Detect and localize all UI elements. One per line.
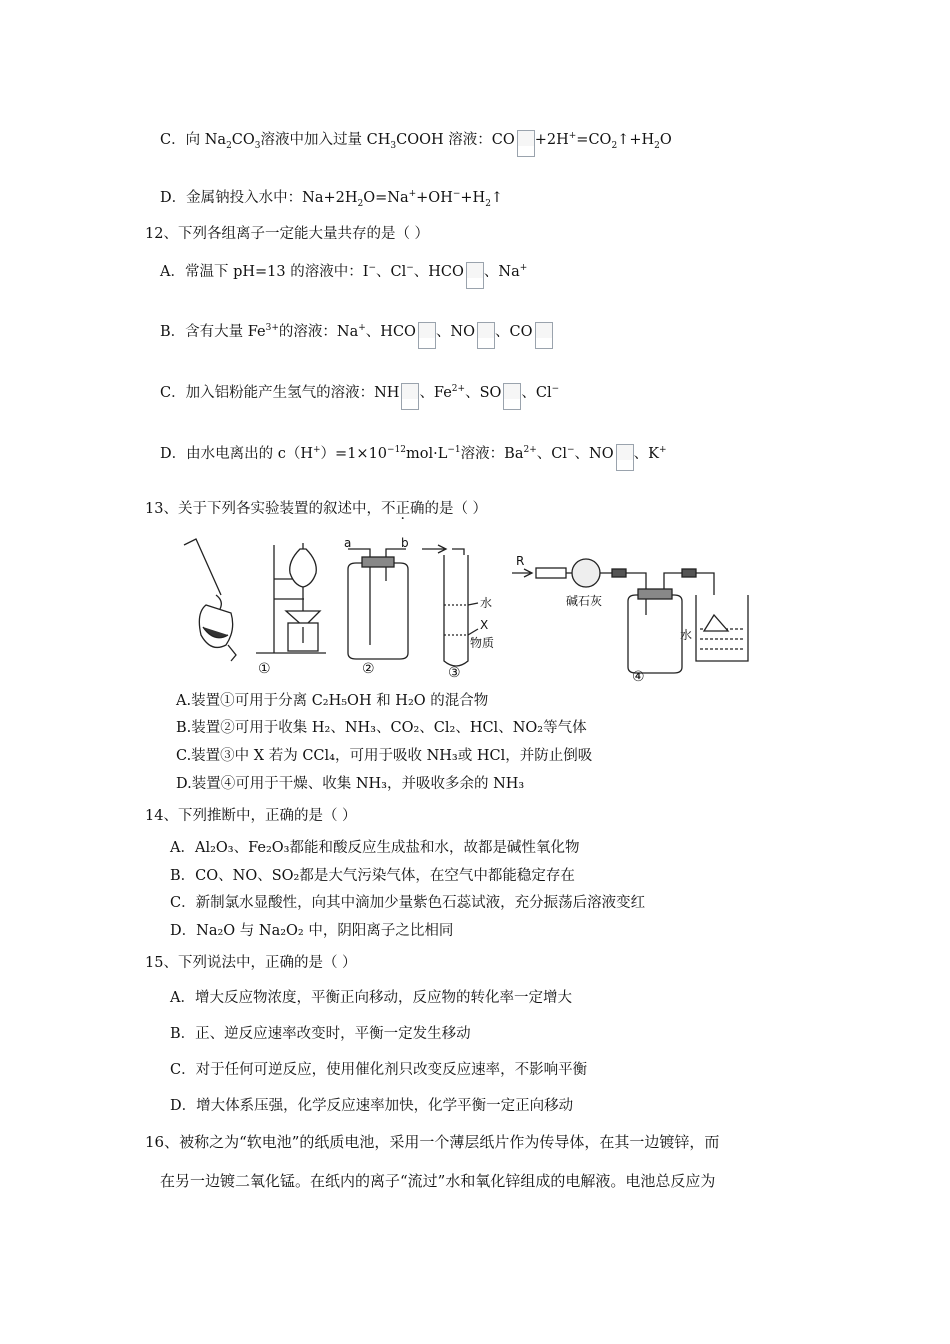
label-n3: ③ [448, 665, 461, 681]
q16-line-2: 在另一边镀二氧化锰。在纸内的离子“流过”水和氧化锌组成的电解液。电池总反应为 [160, 1172, 716, 1190]
broken-image-icon [502, 383, 520, 409]
q14-option-a: A．Al₂O₃、Fe₂O₃都能和酸反应生成盐和水，故都是碱性氧化物 [170, 840, 580, 856]
apparatus-1-stand [256, 543, 326, 653]
broken-image-icon [615, 444, 633, 470]
q14-option-d: D．Na₂O 与 Na₂O₂ 中，阴阳离子之比相同 [170, 923, 454, 939]
broken-image-icon [516, 130, 534, 156]
apparatus-1-shaking-funnel [184, 539, 236, 661]
label-n1: ① [258, 661, 271, 677]
label-n4: ④ [632, 669, 645, 685]
q12-option-b: B．含有大量 $Fe^{3+}$的溶液：Na+、HCO 、NO 、CO [160, 322, 553, 348]
q13-option-b: B.装置②可用于收集 H₂、NH₃、CO₂、Cl₂、HCl、NO₂等气体 [176, 720, 587, 736]
label-water-2: 水 [680, 628, 693, 642]
q16-line-1: 16、被称之为“软电池”的纸质电池，采用一个薄层纸片作为传导体，在其一边镀锌，而 [145, 1133, 720, 1151]
label-water-1: 水 [480, 596, 493, 610]
apparatus-2-gas-bottle [348, 549, 408, 659]
emphasis-text: 不正确 [380, 501, 425, 517]
q13-option-a: A.装置①可用于分离 C₂H₅OH 和 H₂O 的混合物 [176, 693, 489, 709]
q12-stem: 12、下列各组离子一定能大量共存的是（ ） [145, 226, 430, 242]
q13-option-d: D.装置④可用于干燥、收集 NH₃，并吸收多余的 NH₃ [176, 776, 525, 792]
q13-option-c: C.装置③中 X 若为 CCl₄，可用于吸收 NH₃或 HCl，并防止倒吸 [176, 748, 593, 764]
label-a: a [344, 536, 352, 550]
broken-image-icon [400, 383, 418, 409]
q14-option-c: C．新制氯水显酸性，向其中滴加少量紫色石蕊试液，充分振荡后溶液变红 [170, 895, 646, 911]
label-substance: 物质 [470, 636, 495, 650]
label-b: b [401, 536, 409, 550]
apparatus-4-assembly [512, 559, 748, 673]
q15-option-a: A．增大反应物浓度，平衡正向移动，反应物的转化率一定增大 [170, 990, 572, 1006]
q15-option-b: B．正、逆反应速率改变时，平衡一定发生移动 [170, 1026, 471, 1042]
broken-image-icon [476, 322, 494, 348]
q12-option-d: D．由水电离出的 $c(H^+)=1\times 10^{-12}mol\cdot L^{-1}$溶液：$Ba^{2+}$、Cl−、NO 、K+ [160, 444, 667, 470]
q13-stem: 13、关于下列各实验装置的叙述中，不正确的是（ ） [145, 501, 488, 517]
q11-option-d: D．金属钠投入水中：$Na+2H_2O=Na^++OH^-+H_2↑$ [160, 189, 504, 209]
q12-option-c: C．加入铝粉能产生氢气的溶液：NH 、$Fe^{2+}$、SO 、Cl− [160, 383, 559, 409]
apparatus-figure [176, 535, 756, 685]
label-r: R [516, 554, 525, 568]
q14-option-b: B．CO、NO、SO₂都是大气污染气体，在空气中都能稳定存在 [170, 868, 575, 884]
label-soda-lime: 碱石灰 [566, 594, 603, 608]
q14-stem: 14、下列推断中，正确的是（ ） [145, 808, 357, 824]
q11-option-c: C．向 $Na_2CO_3$溶液中加入过量 $CH_3COOH$ 溶液：CO $+2H^+=CO_2↑+H_2O$ [160, 130, 672, 156]
broken-image-icon [465, 262, 483, 288]
broken-image-icon [534, 322, 552, 348]
q15-option-d: D．增大体系压强，化学反应速率加快，化学平衡一定正向移动 [170, 1098, 574, 1114]
q12-option-a: A．常温下 pH=13 的溶液中：I−、Cl−、HCO 、Na+ [160, 262, 527, 288]
q15-option-c: C．对于任何可逆反应，使用催化剂只改变反应速率，不影响平衡 [170, 1062, 588, 1078]
broken-image-icon [417, 322, 435, 348]
label-x: X [480, 618, 489, 632]
label-n2: ② [362, 661, 375, 677]
q15-stem: 15、下列说法中，正确的是（ ） [145, 955, 357, 971]
